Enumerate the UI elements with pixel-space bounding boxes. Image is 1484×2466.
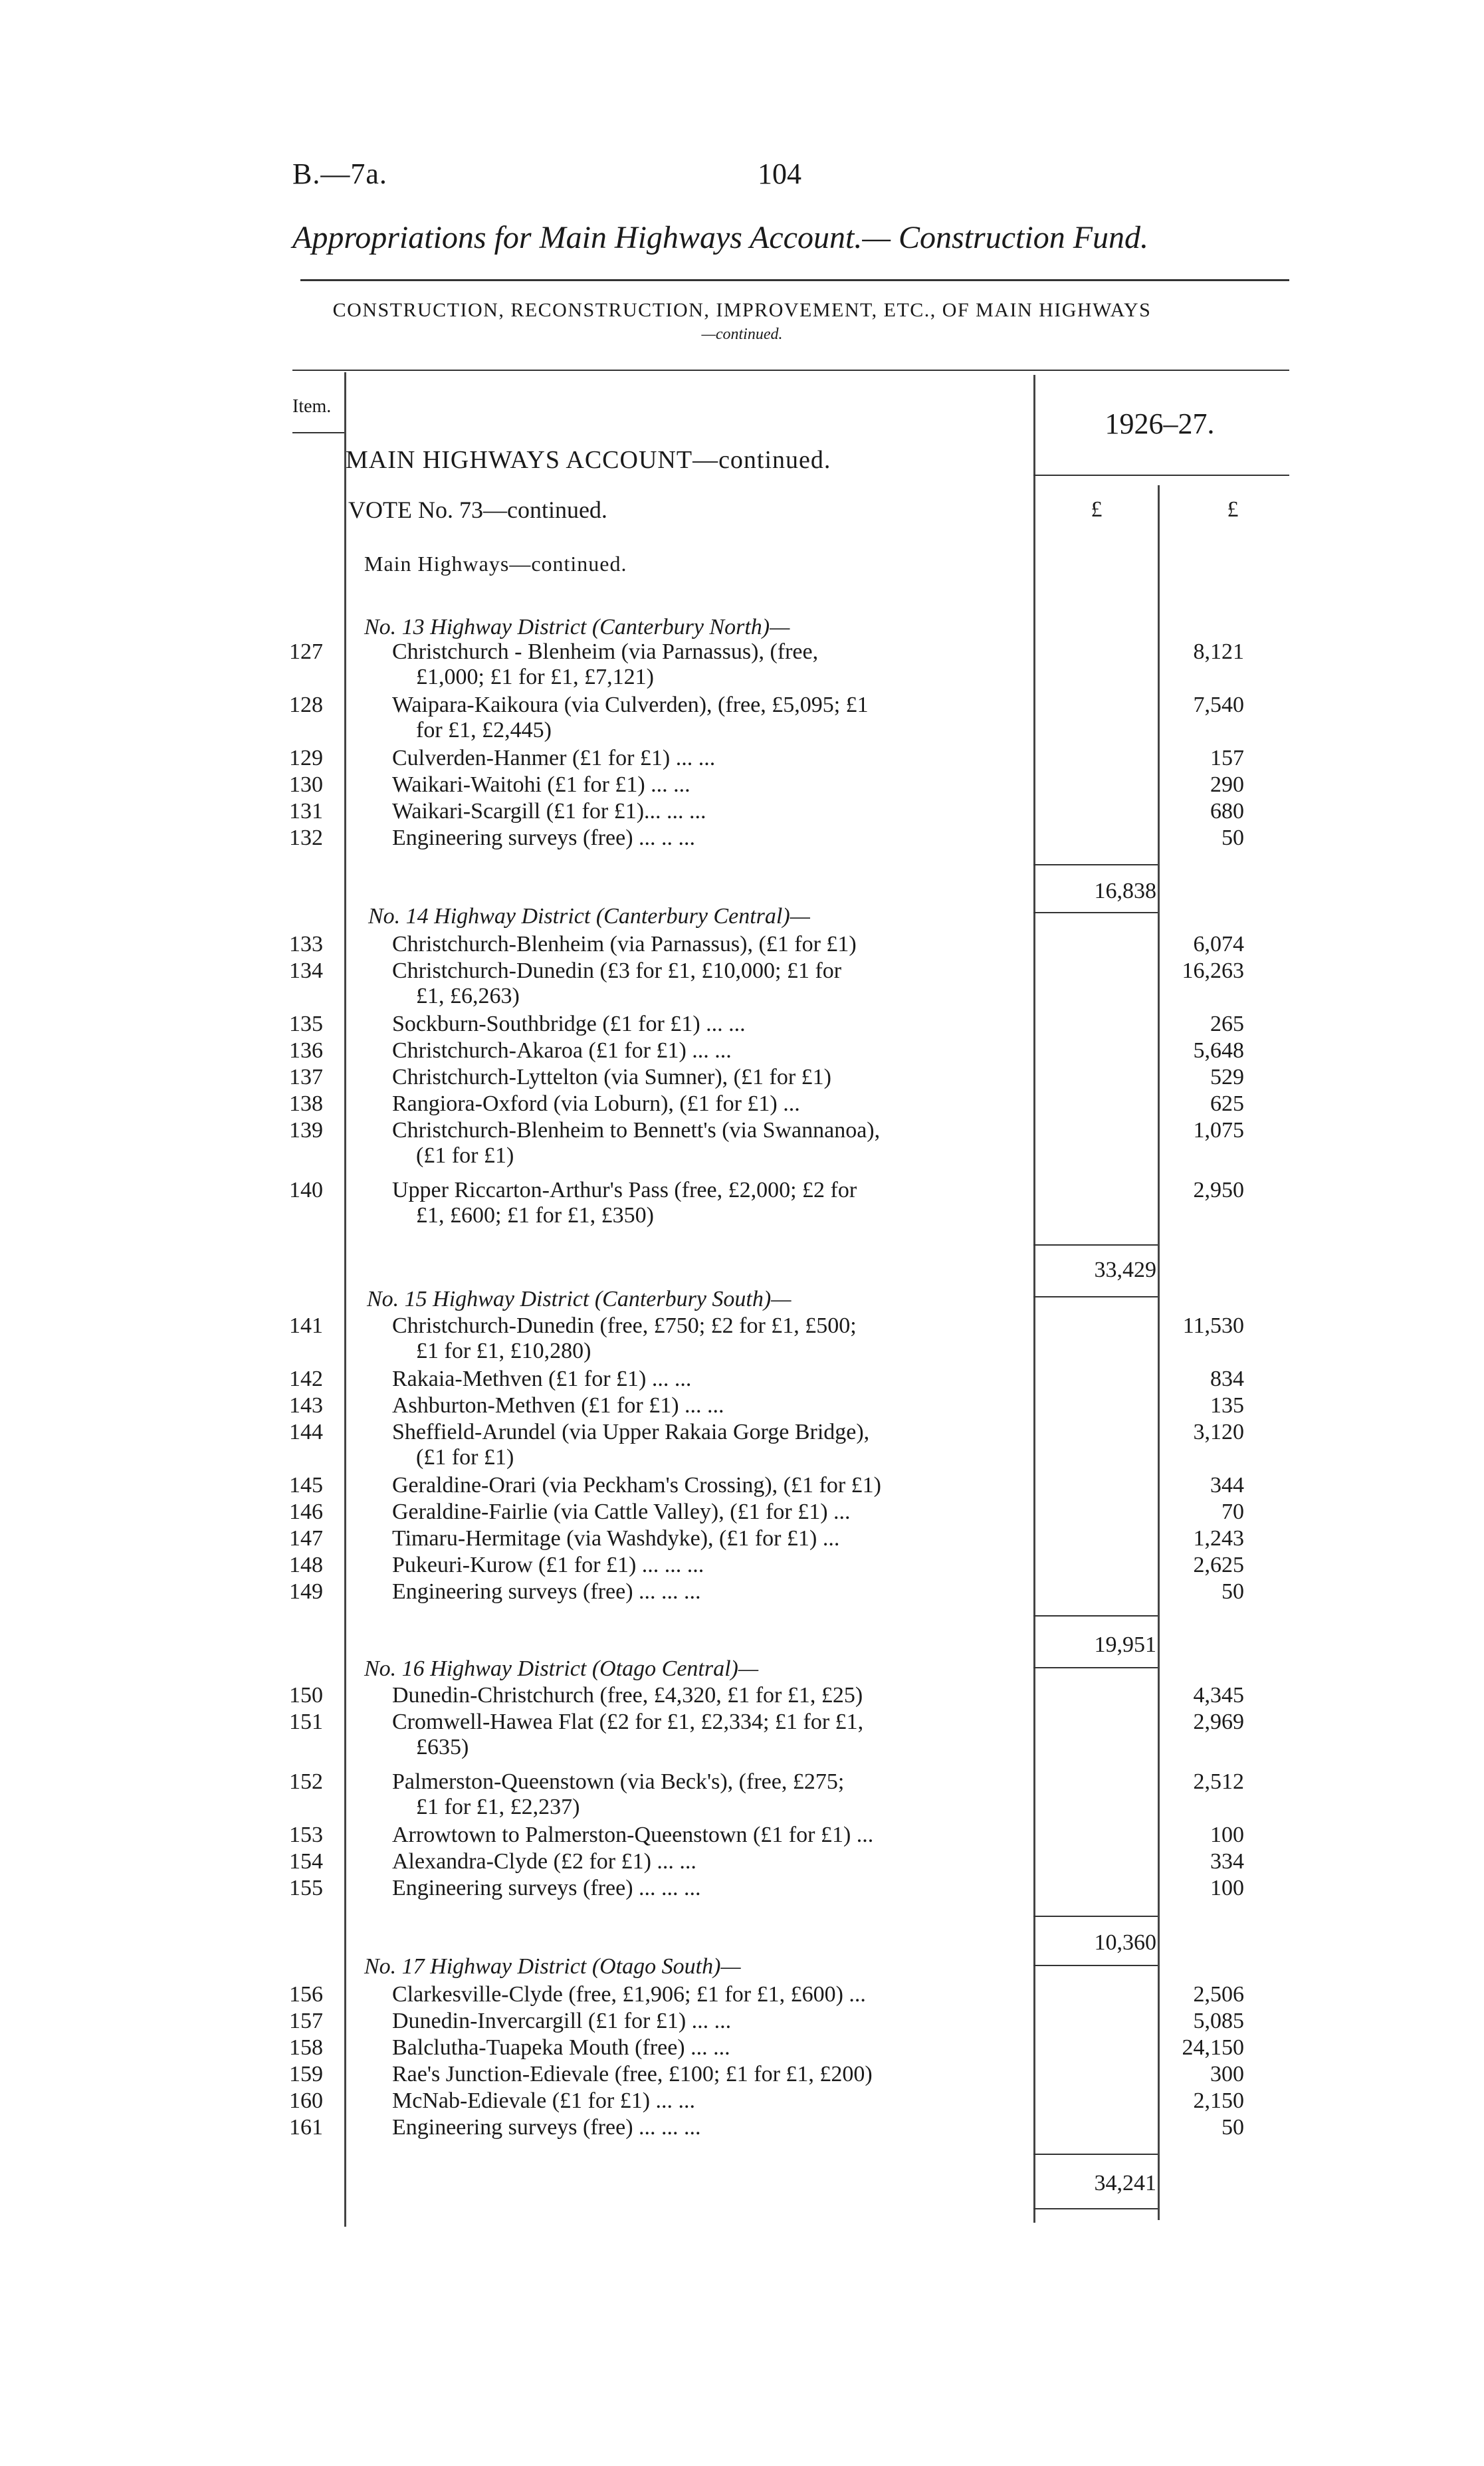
- item-number: 137: [289, 1065, 323, 1089]
- item-number: 130: [289, 772, 323, 797]
- pound-column-header: £: [1091, 497, 1103, 522]
- item-description: Cromwell-Hawea Flat (£2 for £1, £2,334; £1 for £1, £635): [392, 1710, 864, 1759]
- document-reference: B.—7a.: [292, 158, 387, 190]
- table-row: [286, 1065, 1244, 1091]
- item-number: 156: [289, 1982, 323, 2007]
- item-amount: 529: [1210, 1065, 1244, 1089]
- item-amount: 7,540: [1193, 693, 1244, 717]
- subtotal-rule: [1033, 1296, 1158, 1297]
- item-number: 158: [289, 2035, 323, 2060]
- item-description: Sockburn-Southbridge (£1 for £1) ... ...: [392, 1012, 746, 1036]
- table-row: [286, 1876, 1244, 1902]
- item-amount: 5,085: [1193, 2009, 1244, 2033]
- table-row: [286, 1769, 1244, 1819]
- item-number: 141: [289, 1313, 323, 1338]
- table-row: [286, 1012, 1244, 1038]
- item-amount: 50: [1221, 2115, 1244, 2140]
- item-description: Rangiora-Oxford (via Loburn), (£1 for £1) ...: [392, 1091, 800, 1116]
- item-description: Upper Riccarton-Arthur's Pass (free, £2,000; £2 for £1, £600; £1 for £1, £350): [392, 1178, 857, 1228]
- item-description: Christchurch-Blenheim to Bennett's (via Swannanoa), (£1 for £1): [392, 1118, 881, 1168]
- table-row: [286, 826, 1244, 852]
- table-row: [286, 1849, 1244, 1876]
- item-description: Dunedin-Invercargill (£1 for £1) ... ...: [392, 2009, 732, 2033]
- subtotal-rule: [1033, 1244, 1158, 1246]
- subtotal-rule: [1033, 1965, 1158, 1966]
- item-number: 143: [289, 1393, 323, 1418]
- item-amount: 344: [1210, 1473, 1244, 1498]
- item-amount: 50: [1221, 1579, 1244, 1604]
- table-row: [286, 1091, 1244, 1118]
- item-description: Rakaia-Methven (£1 for £1) ... ...: [392, 1367, 692, 1391]
- item-description: Christchurch-Dunedin (£3 for £1, £10,000; £1 for £1, £6,263): [392, 958, 842, 1008]
- item-amount: 5,648: [1193, 1038, 1244, 1063]
- item-number: 150: [289, 1683, 323, 1708]
- rule-table-top: [292, 370, 1289, 371]
- table-row: [286, 1038, 1244, 1065]
- item-description: Christchurch-Dunedin (free, £750; £2 for £1, £500; £1 for £1, £10,280): [392, 1313, 857, 1363]
- item-description: Sheffield-Arundel (via Upper Rakaia Gorge Bridge), (£1 for £1): [392, 1420, 870, 1470]
- item-amount: 3,120: [1193, 1420, 1244, 1444]
- item-number: 128: [289, 693, 323, 717]
- item-amount: 2,969: [1193, 1710, 1244, 1734]
- item-number: 149: [289, 1579, 323, 1604]
- item-description: Rae's Junction-Edievale (free, £100; £1 for £1, £200): [392, 2062, 873, 2086]
- page-number: 104: [758, 158, 801, 190]
- table-row: [286, 2088, 1244, 2115]
- main-highways-heading: Main Highways—continued.: [364, 552, 627, 576]
- item-amount: 2,950: [1193, 1178, 1244, 1202]
- district-heading: No. 13 Highway District (Canterbury North)—: [364, 615, 790, 639]
- table-row: [286, 2009, 1244, 2035]
- item-amount: 2,512: [1193, 1769, 1244, 1794]
- item-number: 129: [289, 746, 323, 770]
- table-row: [286, 932, 1244, 958]
- table-row: [286, 799, 1244, 826]
- item-description: Christchurch-Akaroa (£1 for £1) ... ...: [392, 1038, 732, 1063]
- item-amount: 135: [1210, 1393, 1244, 1418]
- section-heading: CONSTRUCTION, RECONSTRUCTION, IMPROVEMENT, ETC., OF MAIN HIGHWAYS: [332, 299, 1152, 321]
- table-row: [286, 746, 1244, 772]
- item-description: Christchurch-Blenheim (via Parnassus), (£1 for £1): [392, 932, 857, 956]
- item-description: Waikari-Scargill (£1 for £1)... ... ...: [392, 799, 706, 824]
- item-description: Balclutha-Tuapeka Mouth (free) ... ...: [392, 2035, 730, 2060]
- item-description: Palmerston-Queenstown (via Beck's), (free, £275; £1 for £1, £2,237): [392, 1769, 845, 1819]
- subtotal-rule: [1033, 1667, 1158, 1668]
- item-amount: 680: [1210, 799, 1244, 824]
- item-amount: 2,150: [1193, 2088, 1244, 2113]
- table-row: [286, 1178, 1244, 1228]
- district-total: 16,838: [1094, 879, 1156, 903]
- item-description: McNab-Edievale (£1 for £1) ... ...: [392, 2088, 696, 2113]
- district-heading: No. 17 Highway District (Otago South)—: [364, 1954, 741, 1979]
- item-amount: 50: [1221, 826, 1244, 850]
- item-amount: 16,263: [1182, 958, 1244, 983]
- item-number: 154: [289, 1849, 323, 1874]
- table-row: [286, 1823, 1244, 1849]
- item-description: Timaru-Hermitage (via Washdyke), (£1 for £1) ...: [392, 1526, 840, 1551]
- item-number: 140: [289, 1178, 323, 1202]
- item-amount: 300: [1210, 2062, 1244, 2086]
- item-number: 132: [289, 826, 323, 850]
- subtotal-rule: [1033, 2154, 1158, 2155]
- district-total: 19,951: [1094, 1632, 1156, 1657]
- item-description: Arrowtown to Palmerston-Queenstown (£1 for £1) ...: [392, 1823, 874, 1847]
- rule-top: [300, 279, 1289, 281]
- item-number: 159: [289, 2062, 323, 2086]
- item-column-header: Item.: [292, 396, 332, 417]
- item-number: 144: [289, 1420, 323, 1444]
- table-row: [286, 1579, 1244, 1606]
- item-description: Engineering surveys (free) ... ... ...: [392, 2115, 701, 2140]
- item-amount: 157: [1210, 746, 1244, 770]
- year-header: 1926–27.: [1105, 407, 1215, 440]
- item-number: 161: [289, 2115, 323, 2140]
- subtotal-rule: [1033, 1916, 1158, 1917]
- item-number: 145: [289, 1473, 323, 1498]
- item-amount: 1,243: [1193, 1526, 1244, 1551]
- section-heading-continued: —continued.: [701, 326, 783, 343]
- item-description: Geraldine-Fairlie (via Cattle Valley), (£1 for £1) ...: [392, 1500, 851, 1524]
- item-description: Christchurch - Blenheim (via Parnassus), (free, £1,000; £1 for £1, £7,121): [392, 639, 819, 689]
- item-number: 134: [289, 958, 323, 983]
- vote-heading: VOTE No. 73—continued.: [348, 497, 607, 523]
- table-row: [286, 1982, 1244, 2009]
- item-number: 136: [289, 1038, 323, 1063]
- item-amount: 4,345: [1193, 1683, 1244, 1708]
- item-number: 148: [289, 1553, 323, 1577]
- item-description: Engineering surveys (free) ... ... ...: [392, 1876, 701, 1900]
- table-row: [286, 639, 1244, 689]
- item-number: 142: [289, 1367, 323, 1391]
- item-description: Waikari-Waitohi (£1 for £1) ... ...: [392, 772, 690, 797]
- subtotal-rule: [1033, 1615, 1158, 1617]
- item-number: 157: [289, 2009, 323, 2033]
- item-amount: 625: [1210, 1091, 1244, 1116]
- rule-year-header: [1033, 475, 1289, 476]
- district-total: 33,429: [1094, 1258, 1156, 1282]
- item-amount: 8,121: [1193, 639, 1244, 664]
- district-heading: No. 15 Highway District (Canterbury South)—: [367, 1287, 792, 1311]
- table-row: [286, 1393, 1244, 1420]
- item-amount: 6,074: [1193, 932, 1244, 956]
- item-amount: 334: [1210, 1849, 1244, 1874]
- item-description: Ashburton-Methven (£1 for £1) ... ...: [392, 1393, 724, 1418]
- item-amount: 100: [1210, 1823, 1244, 1847]
- table-row: [286, 1367, 1244, 1393]
- item-number: 153: [289, 1823, 323, 1847]
- table-row: [286, 1473, 1244, 1500]
- pound-column-header: £: [1227, 497, 1239, 522]
- item-number: 152: [289, 1769, 323, 1794]
- subtotal-rule: [1033, 2208, 1158, 2209]
- item-number: 160: [289, 2088, 323, 2113]
- item-amount: 834: [1210, 1367, 1244, 1391]
- item-amount: 11,530: [1182, 1313, 1244, 1338]
- item-number: 151: [289, 1710, 323, 1734]
- item-amount: 265: [1210, 1012, 1244, 1036]
- item-number: 131: [289, 799, 323, 824]
- item-description: Geraldine-Orari (via Peckham's Crossing), (£1 for £1): [392, 1473, 881, 1498]
- subtotal-rule: [1033, 864, 1158, 865]
- table-row: [286, 772, 1244, 799]
- table-row: [286, 1553, 1244, 1579]
- table-row: [286, 1313, 1244, 1363]
- item-number: 155: [289, 1876, 323, 1900]
- district-total: 34,241: [1094, 2171, 1156, 2195]
- item-description: Christchurch-Lyttelton (via Sumner), (£1 for £1): [392, 1065, 831, 1089]
- district-heading: No. 14 Highway District (Canterbury Central)—: [368, 904, 810, 929]
- item-amount: 1,075: [1193, 1118, 1244, 1143]
- item-amount: 100: [1210, 1876, 1244, 1900]
- item-description: Pukeuri-Kurow (£1 for £1) ... ... ...: [392, 1553, 704, 1577]
- item-number: 146: [289, 1500, 323, 1524]
- district-total: 10,360: [1094, 1930, 1156, 1955]
- item-description: Culverden-Hanmer (£1 for £1) ... ...: [392, 746, 716, 770]
- table-row: [286, 1420, 1244, 1470]
- item-description: Clarkesville-Clyde (free, £1,906; £1 for £1, £600) ...: [392, 1982, 866, 2007]
- subtotal-rule: [1033, 912, 1158, 913]
- item-amount: 2,625: [1193, 1553, 1244, 1577]
- table-row: [286, 1526, 1244, 1553]
- table-row: [286, 2115, 1244, 2142]
- item-amount: 2,506: [1193, 1982, 1244, 2007]
- account-heading: MAIN HIGHWAYS ACCOUNT—continued.: [346, 446, 831, 474]
- table-row: [286, 1683, 1244, 1710]
- item-amount: 24,150: [1182, 2035, 1244, 2060]
- table-row: [286, 693, 1244, 742]
- item-number: 133: [289, 932, 323, 956]
- table-row: [286, 1118, 1244, 1168]
- rule-item-header: [292, 432, 344, 433]
- item-number: 139: [289, 1118, 323, 1143]
- item-number: 147: [289, 1526, 323, 1551]
- item-number: 135: [289, 1012, 323, 1036]
- item-number: 138: [289, 1091, 323, 1116]
- item-amount: 290: [1210, 772, 1244, 797]
- item-amount: 70: [1221, 1500, 1244, 1524]
- item-description: Dunedin-Christchurch (free, £4,320, £1 for £1, £25): [392, 1683, 863, 1708]
- table-row: [286, 958, 1244, 1008]
- table-row: [286, 2035, 1244, 2062]
- district-heading: No. 16 Highway District (Otago Central)—: [364, 1656, 759, 1681]
- table-row: [286, 1710, 1244, 1759]
- page-title: Appropriations for Main Highways Account.— Construction Fund.: [292, 220, 1149, 255]
- table-row: [286, 1500, 1244, 1526]
- item-description: Engineering surveys (free) ... ... ...: [392, 1579, 701, 1604]
- table-row: [286, 2062, 1244, 2088]
- item-description: Alexandra-Clyde (£2 for £1) ... ...: [392, 1849, 696, 1874]
- item-description: Waipara-Kaikoura (via Culverden), (free, £5,095; £1 for £1, £2,445): [392, 693, 869, 742]
- item-description: Engineering surveys (free) ... .. ...: [392, 826, 696, 850]
- item-number: 127: [289, 639, 323, 664]
